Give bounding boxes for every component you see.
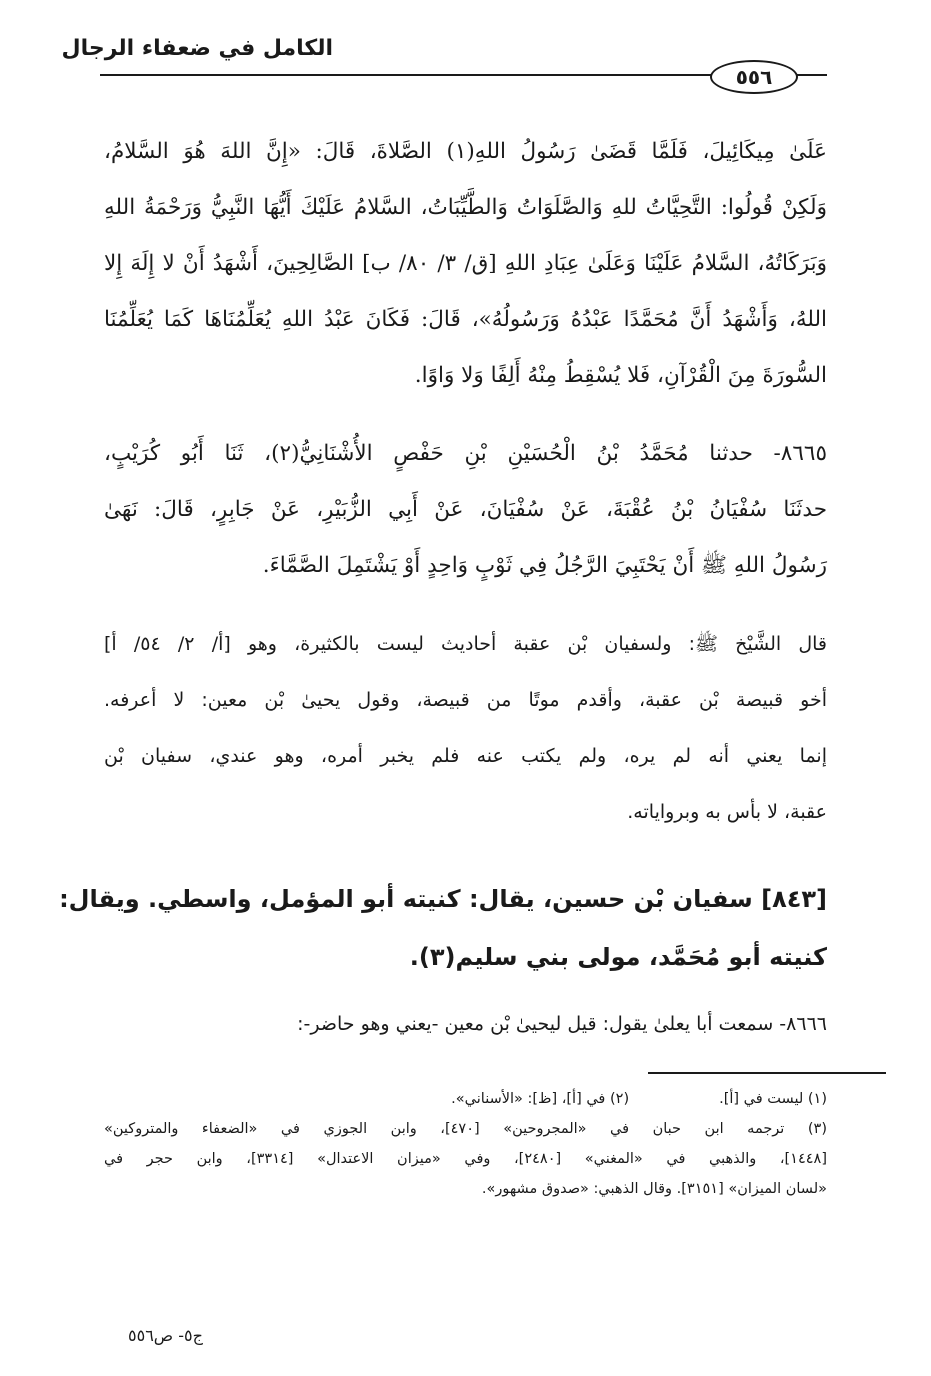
text-line: حدثَنَا سُفْيَانُ بْنُ عُقْبَةَ، عَنْ سُفْيَانَ، عَنْ أَبِي الزُّبَيْرِ، عَنْ جَابِرٍ، قَالَ: نَهَىٰ [104, 497, 827, 522]
footnote-1: (١) ليست في [أ]. [719, 1091, 827, 1107]
main-text [59, 124, 828, 1052]
text-line: عقبة، لا بأس به وبرواياته. [627, 801, 827, 823]
heading-line: [٨٤٣] سفيان بْن حسين، يقال: كنيته أبو المؤمل، واسطي. ويقال: [59, 885, 827, 913]
footnote-3-line: [١٤٤٨]، والذهبي في «المغني» [٢٤٨٠]، وفي «ميزان الاعتدال» [٣٣١٤]، وابن حجر في [104, 1151, 827, 1167]
text-line: إنما يعني أنه لم يره، ولم يكتب عنه فلم يخبر أمره، وهو عندي، سفيان بْن [104, 745, 827, 767]
footnotes-row-1-2 [104, 1084, 827, 1114]
text-line: رَسُولُ اللهِ ﷺ أَنْ يَحْتَبِيَ الرَّجُلُ فِي ثَوْبٍ وَاحِدٍ أَوْ يَشْتَمِلَ الصَّمَّاءَ. [262, 553, 827, 578]
text-line: عَلَىٰ مِيكَائِيلَ، فَلَمَّا قَضَىٰ رَسُولُ اللهِ(١) الصَّلاةَ، قَالَ: «إِنَّ اللهَ هُوَ السَّلامُ، [104, 139, 827, 164]
paragraph-hadith-8665 [104, 426, 827, 594]
text-line: وَبَرَكَاتُهُ، السَّلامُ عَلَيْنَا وَعَلَىٰ عِبَادِ اللهِ [ق/ ٣/ ٨٠/ ب] الصَّالِحِينَ، أَشْهَدُ أَنْ لا إِلَهَ إِلا [104, 251, 828, 276]
text-line: وَلَكِنْ قُولُوا: التَّحِيَّاتُ للهِ وَالصَّلَوَاتُ وَالطَّيِّبَاتُ، السَّلامُ عَلَيْكَ أَيُّهَا النَّبِيُّ وَرَحْمَةُ اللهِ [104, 195, 827, 220]
footnote-2: (٢) في [أ]، [ظ]: «الأسناني». [451, 1091, 630, 1107]
volume-page-reference: ج٥- ص٥٥٦ [128, 1326, 203, 1345]
paragraph-sheikh-comment [104, 616, 827, 840]
text-line: ٨٦٦٦- سمعت أبا يعلىٰ يقول: قيل ليحيىٰ بْن معين -يعني وهو حاضر-: [297, 1013, 827, 1035]
text-line: اللهُ، وَأَشْهَدُ أَنَّ مُحَمَّدًا عَبْدُهُ وَرَسُولُهُ»، قَالَ: فَكَانَ عَبْدُ اللهِ يُعَلِّمُنَاهَا كَمَا يُعَلِّمُنَا [104, 307, 827, 332]
text-line: ٨٦٦٥- حدثنا مُحَمَّدُ بْنُ الْحُسَيْنِ بْنِ حَفْصٍ الأُشْنَانِيُّ(٢)، ثَنَا أَبُو كُرَيْبٍ، [104, 441, 827, 466]
entry-heading-843 [59, 870, 827, 986]
footnotes [104, 1084, 827, 1204]
text-line: السُّورَةَ مِنَ الْقُرْآنِ، فَلا يُسْقِطُ مِنْهُ أَلِفًا وَلا وَاوًا. [414, 363, 827, 388]
text-line: أخو قبيصة بْن عقبة، وأقدم موتًا من قبيصة، وقول يحيىٰ بْن معين: لا أعرفه. [104, 689, 827, 711]
text-line: قال الشَّيْخ ﷺ: ولسفيان بْن عقبة أحاديث ليست بالكثيرة، وهو [أ/ ٢/ ٥٤/ أ] [104, 633, 827, 655]
page-number-badge: ٥٥٦ [710, 60, 798, 94]
paragraph-hadith-8666 [104, 996, 827, 1052]
paragraph-hadith-continuation [104, 124, 827, 404]
footnote-3-line: (٣) ترجمه ابن حبان في «المجروحين» [٤٧٠]، وابن الجوزي في «الضعفاء والمتروكين» [104, 1121, 827, 1137]
footnote-rule [648, 1072, 886, 1074]
heading-line: كنيته أبو مُحَمَّد، مولى بني سليم(٣). [409, 943, 827, 971]
footnote-3-line: «لسان الميزان» [٣١٥١]. وقال الذهبي: «صدوق مشهور». [481, 1181, 827, 1197]
running-header-title: الكامل في ضعفاء الرجال [61, 36, 333, 61]
